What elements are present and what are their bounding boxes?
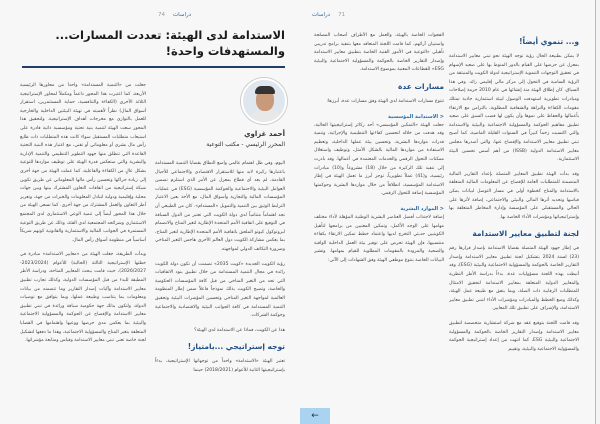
- author-name: أحمد غزاوي: [244, 130, 285, 138]
- article-title: الاستدامة لدى الهيئة: تعددت المسارات... والمستهدفات واحدة!: [55, 28, 285, 58]
- paragraph: هذا عن الكويت، فماذا عن الاستدامة لدى الهيئة؟: [194, 327, 285, 333]
- paragraph: تتنوع مسارات الاستدامة لدى الهيئة وفق مسارات عدة، أبرزها:: [326, 98, 444, 104]
- column-left: [314, 32, 444, 342]
- page-header: [150, 12, 191, 18]
- right-page: [300, 0, 596, 424]
- section-heading: لجنة لتطبيق معايير الاستدامة: [472, 229, 579, 239]
- paragraph: جعلت من «التنمية المستدامة» واحداً من محاورها الرئيسية الأربعة، كما اعتبرت هذا المحور داعماً ومكملاً لمحاور الإستراتيجية الثلاثة الأخرى (الكفاءة والتنافسية، حماية المستثمرين، استقرار أسواق المال) نظراً لأهميته في تهيئة البيئتين الداخلية والخارجية للعمل بالتوازي مع مخرجات أهداف الإستراتيجية. ولتحقيق هذا المحور سعت الهيئة لتنمية بنية تحتية ومؤسسية ذاتية قادرة على استيعاب متطلبات المستقبل سواء كانت هذه المتطلبات ذات طابع رأس مال بشري أو معلوماتي أو تقني، مع اعتبار هذه البنية التحتية القاعدة التي تنطلق منها جهود التطوير التنظيمي والتنمية الإدارية والبشرية والتي ستعكس قدرة الهيئة على توظيف مواردها للتوعية بشكل عالٍ من الكفاءة والفاعلية، كما عملت الهيئة من جهة أخرى إلى زيادة حراكها وتحسين رأس مالها المعلوماتي عن طريق تكوين شبكة إستراتيجية من اتفاقات التعاون المشترك بينها وبين جهات محلية وإقليمية ودولية لتبادل المعلومات والخبرات من جهة، وتعزيز أطر التعاون والعمل المشترك من جهة أخرى. كما تسعى الهيئة من خلال هذا المحور أيضاً إلى تنمية الوعي الاستثماري لدى المجتمع الاستثماري وشرائحه المجتمعية لدى الفئة، وذلك عن طريق التوعية المستمرة في الجوانب المالية والاستثمارية والقانونية كونهم شريكاً أساسياً في منظومة أسواق رأس المال.: [20, 83, 146, 243]
- paragraph: في إطار جهود الهيئة المتصلة بقضايا الاستدامة بإصدار قرارها رقم (23) لسنة 2024 بتشكيل لجنة تطبيق معايير الاستدامة وإصدار التقارير الخاصة بالحوكمة والمسؤولية الاجتماعية والبيئية (ESG)، وقد أنيطت بهذه اللجنة مسؤوليات عدة، بدءاً بدراسة الأطر النظرية والمعايير الدولية المتعلقة بمعايير الاستدامة لتحقيق الامتثال للمتطلبات الرقابية ذات الصلة، وبما يتفق مع طبيعة عمل الهيئة، وكذلك وضع الخطط والمبادرات ومؤشرات الأداء لتبني تطبيق معايير الاستدامة، والإشراف على تطبيق تلك المعايير.: [449, 246, 579, 312]
- author-role: المحرر الرئيسي - مكتب التوعية: [206, 141, 285, 148]
- arrow-left-icon: ←: [311, 411, 319, 421]
- section-label: دراسات: [312, 12, 331, 18]
- subheading: < الاستدامة المؤسسية: [388, 113, 444, 120]
- page-header: [312, 12, 353, 18]
- section-heading: توجه إستراتيجي ...بامتياز!: [187, 342, 285, 352]
- paragraph: إضافة لاجتذاب أفضل العناصر البشرية الوطنية المؤهلة لأداء مختلف مهامها على الوجه الأكمل، وتمكين المعنيين من برامجها لتأهيل الكويتيين حديثي التخرج لديها واعتماد خطط تمكين الارتقاء بكفاءة منتسبيها، فإن الهيئة تحرص على توفير بيئة العمل الداخلية الواقية والصحية والمزودة بالمقومات المطلوبة للقيام بمهامها. وتشير البيانات الخاصة بتنوع موظفي الهيئة وفق الشهادات إلى الآتي:: [314, 214, 444, 263]
- paragraph: تعتبر الهيئة «الاستدامة» واحداً من توجهاتها الإستراتيجية، بدءاً بإستراتيجيتها الثانية للأعوام (2018/2021) حينما: [155, 359, 285, 373]
- paragraph: رؤية الكويت الجديدة «كويت 2035» تضمنت أن تكون دولة الكويت رائدة في مجال التنمية المستدامة من خلال تطبيق بنود الاتفاقيات التي تحد من التغير المناخي من قبل كافة المؤسسات الحكومية والخاصة، وتصبح الكويت بذلك نموذجاً فاعلاً ضمن إطار المنظومة العالمية لمواجهة التغير المناخي وتحسين المؤشرات البيئية وتحقيق التنمية المستدامة في كافة الجوانب البيئية والاقتصادية والاجتماعية وحوكمة الشركات.: [155, 261, 285, 319]
- column-right: [155, 160, 285, 400]
- page-number: 71: [338, 12, 346, 18]
- paragraph: وقد بدأت الهيئة تطبيق المعايير المتصلة بإعداد التقارير المالية المتضمنة للمتطلبات العامة للإفصاح عن المعلومات المالية المتعلقة بالاستدامة والمناخ كخطوة أولى في مسار التوصل لبيانات يمكن قياسها وتحديد أثرها المالي والبيئي والاجتماعي، إضافة لأثرها على الحالي والمستقبلي على المؤسسة وإدارة المخاطر المتعلقة بها وإستراتيجياتها ومؤشرات الأداء الخاصة بها.: [449, 171, 579, 220]
- paragraph: جعلت الهيئة «التمكين المؤسسي» أحد ركائز إستراتيجيتها الحالية، وقد هدفت من خلاله لتحسين كفاءتها التنظيمية والإجرائية، وتنمية قدرات مواردها البشرية، وتحسين بيئة عملها الداخلية، وتعظيم الاستفادة من مواردها المالية بالشكل الأمثل، وتوظيف واستغلال ممكنات التحول الرقمي والخدمات المعتمدة في أعمالها. وقد بادرت إلى تنفيذ تلك الركيزة من خلال (18) مشروعاً و(10) مبادرات رئيسية، و(41) عملاً تطويرياً، توجز أبرز ما تعمل الهيئة في إطار الاستدامة المؤسسية، انطلاقاً من خلال مواردها البشرية وحوكمتها المؤسسية إضافة للتحول الرقمي.: [314, 122, 444, 197]
- title-divider: [22, 66, 285, 68]
- previous-page-button[interactable]: [300, 408, 330, 424]
- paragraph: الفجوات الخاصة بالهيئة، والعمل مع الأطراف أصحاب المصلحة واستبيان آرائهم، كما قامت اللجنة المتعاقد معها بتنفيذ برامج تدريبي تأهيلي «التوعية في الأمور الفنية الخاصة بتطبيق معايير الاستدامة وإصدار التقارير الخاصة بالحوكمة والمسؤولية الاجتماعية والبيئية ESG» للقطاعات المعنية بموضوع الاستدامة.: [314, 33, 444, 73]
- section-heading: مسارات عدة: [397, 81, 444, 91]
- paragraph: وقد قامت اللجنة بتوقيع عقد مع شركة استشارية متخصصة لتطبيق معايير الاستدامة وإصدار التقارير الخاصة بالحوكمة والمسؤولية الاجتماعية والبيئية ESG، كما انتهت من إعداد إستراتيجية الحوكمة والمسؤولية الاجتماعية والبيئية، وتقييم: [449, 321, 579, 352]
- paragraph: لا يمكن بطبيعة الحال رؤية توجه الهيئة نحو تبني معايير الاستدامة بمعزل عن حرصها على القيام بالدور المنوط بها على صعيد الإسهام في تحقيق التوجهات التنموية الإستراتيجية لدولة الكويت والمنبثقة من الرؤية السامية في التحول إلى مركز مالي إقليمي رائد. وفي هذا السياق، كان إطلاق الهيئة منذ إنشائها في عام 2010 حزمة إصلاحات ومبادرات تطويرية استهدفت الوصول لبيئة استثمارية جاذبة تمتلك مقومات الكفاءة والنزاهة والشفافية المطلوبة، بالتزامن مع الارتقاء بأعمالها والحفاظ على نموها وأن يكون لها قصب السبق على صعيد تطبيق مفاهيم الحوكمة والمسؤولية الاجتماعية والبيئية والاستدامة والتي اكتسبت زخماً كبيراً في السنوات القليلة الماضية، كما أصبح تبني تطبيق معايير الاستدامة والإفصاح عنها، والتي أصدرها مجلس معايير الاستدامة الدولية (ISSB) من أهم أسس تحسين البيئة الاستثمارية.: [449, 54, 579, 163]
- section-label: دراسات: [173, 12, 192, 18]
- column-right: [449, 32, 579, 362]
- paragraph: وبدأت الطريقة، جعلت الهيئة من «معايير الاستدامة» مبادرة في خطتها الإستراتيجية الثالثة (الحالية) للأعوام (2023/2024-2026/2027)، حيث قامت ببحث المعايير المتاحة، ودراسة الأطر المطبقة للبدء من قبل المؤسسات الدولية، وكذلك تجارب تطبيق معايير الاستدامة وآليات إصدار التقارير وما تتضمنه من بيانات ومعلومات بما يتناسب وطبيعة عملها، وبما يتوافق مع توصيات الدولة، ولتكون بذلك جهة حكومية سباقة ورائدة في تبني تطبيق معايير الاستدامة والإفصاح عن الحوكمة والمسؤولية الاجتماعية والبيئية بما يعكس مدى حرصها ووعيها واهتمامها في القضايا المتعلقة بتغير المناخ والمسؤولية الاجتماعية، وهذا ما دفعها لتشكيل لجنة خاصة تعنى تبني معايير الاستدامة وقياس ومتابعة مؤشراتها.: [20, 252, 146, 344]
- paragraph: اليوم، وفي ظل اهتمام عالمي واسع النطاق بقضايا التنمية المستدامة باعتبارها ركيزة لابد منها للاستقرار الاقتصادي والاجتماعي للأجيال القادمة، لم يعد أي قطاع بمعزل عن الأمر الذي استلزم تضمين العوامل البيئية والاجتماعية والحوكمة المؤسسية (ESG) في عمليات المؤسسات المالية والتجارية وأسواق المال، مع الأخذ بعين الاعتبار الترابط الوثيق بين التنمية والتمويل «المستدام». كان من الطبيعي أن نجد اهتماماً متنامياً لدى دولة الكويت التي تعتبر من الدول السباقة في التوقيع على اتفاقية الأمم المتحدة الإطارية لتغير المناخ والانضمام لبروتوكول كيوتو الملحق باتفاقية الأمم المتحدة الإطارية لتغير المناخ، بما يعكس مشاركة الكويت دول العالم الأخرى هاجس التغير المناخي وضرورة التكاتف الدولي لمواجهته.: [155, 161, 285, 252]
- page-number: 74: [158, 12, 165, 18]
- column-left: [20, 82, 146, 382]
- author-photo: [241, 78, 287, 124]
- subheading: < الموارد البشرية: [400, 205, 444, 212]
- section-heading: و... تنموي أيضاً!: [519, 37, 579, 46]
